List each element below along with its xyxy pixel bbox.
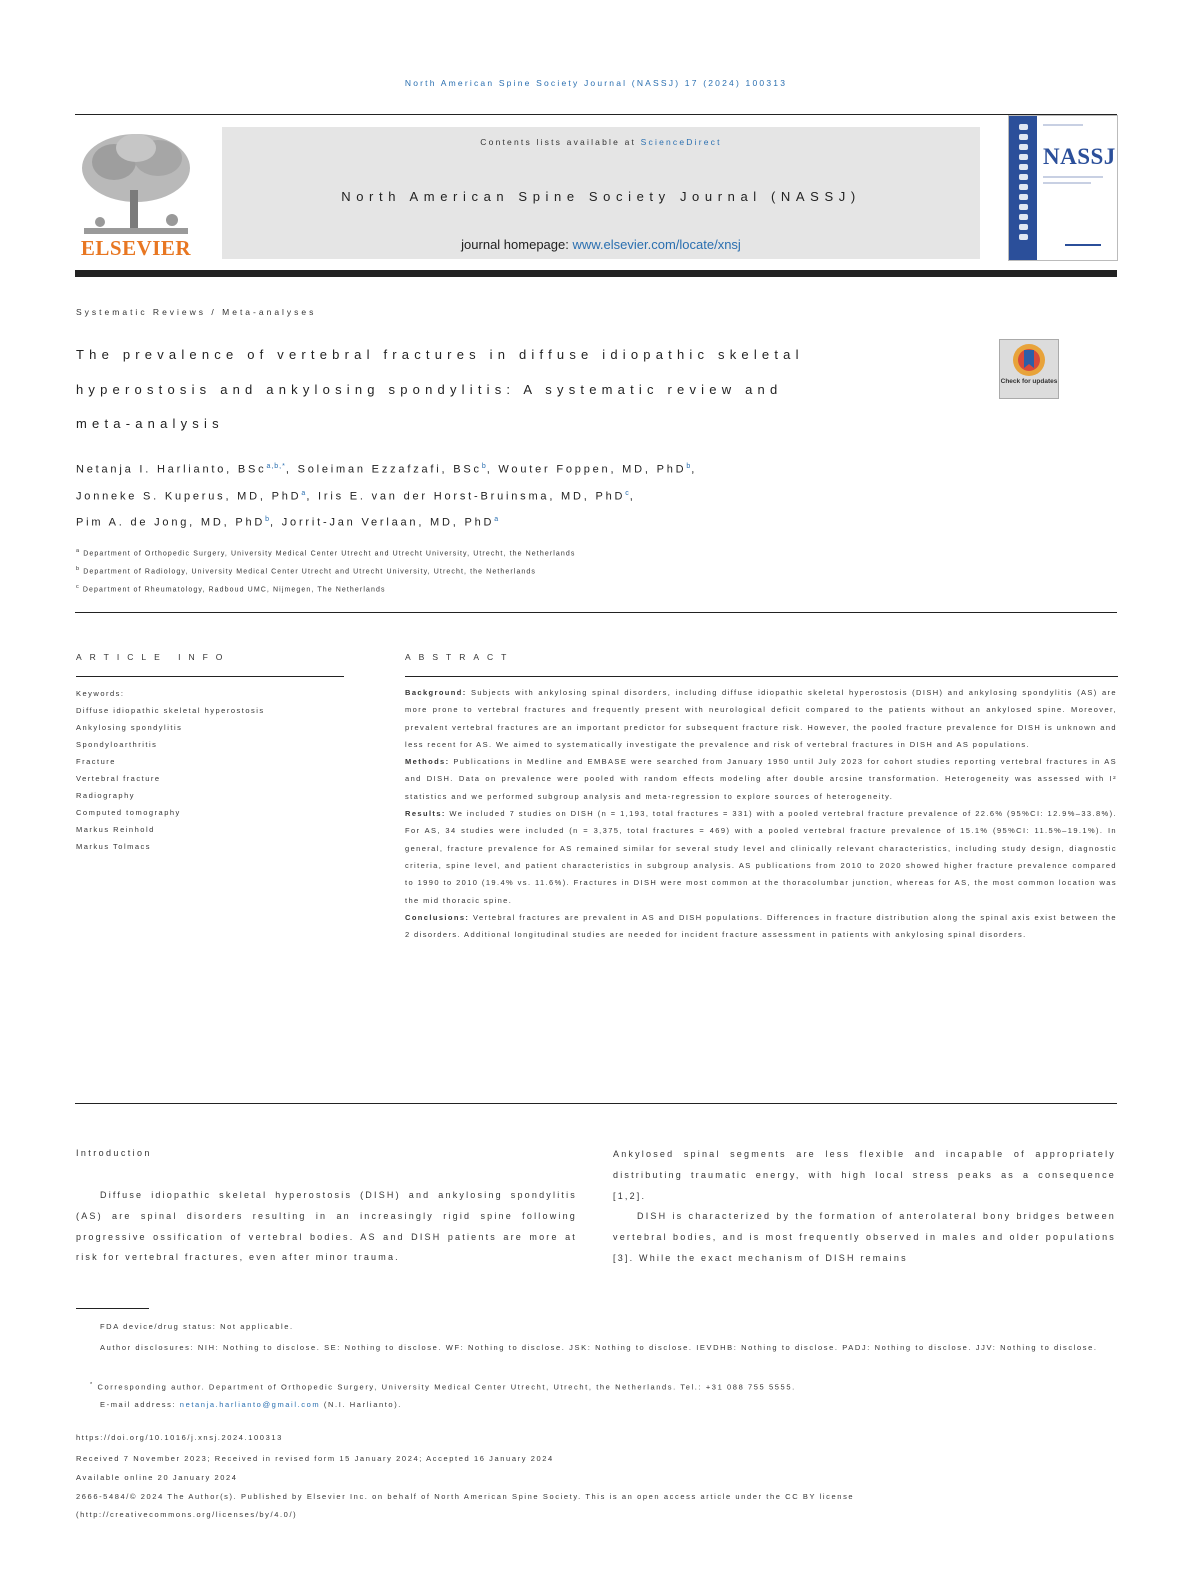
email-suffix: (N.I. Harlianto).	[320, 1400, 402, 1409]
keyword: Vertebral fracture	[76, 774, 161, 783]
author-line	[76, 516, 499, 529]
author-affiliation-marker[interactable]: c	[625, 490, 630, 497]
affiliation-marker: b	[76, 566, 81, 572]
keyword: Ankylosing spondylitis	[76, 723, 183, 732]
abstract-rule	[405, 676, 1118, 677]
author-name: , Soleiman Ezzafzafi, BSc	[285, 463, 482, 476]
elsevier-logo	[76, 128, 196, 260]
footnote-email	[76, 1396, 1118, 1414]
affiliation	[76, 584, 386, 593]
abstract-background-text: Subjects with ankylosing spinal disorders, including diffuse idiopathic skeletal hyperostosis (DISH) and ankylosing spondylitis (AS) are more prone to vertebral fractures and frequently present with neurological deficit compared to the patients without an ankylosed spine. Moreover, prevalent vertebral fractures are an important predictor for subsequent fracture risk. However, the pooled fracture prevalence for DISH is unknown and less recent for AS. We aimed to systematically investigate the prevalence and risk of vertebral fractures in DISH and AS populations.	[405, 688, 1118, 749]
author-affiliation-marker[interactable]: a	[301, 490, 307, 497]
license-link[interactable]: (http://creativecommons.org/licenses/by/4.0/)	[76, 1510, 298, 1519]
affiliation	[76, 566, 536, 575]
abstract-conclusions-label: Conclusions:	[405, 912, 470, 922]
author-name: , Jorrit-Jan Verlaan, MD, PhD	[270, 516, 495, 529]
footnote-rule	[76, 1308, 149, 1309]
contents-prefix: Contents lists available at	[480, 137, 641, 147]
keyword: Computed tomography	[76, 808, 181, 817]
abstract-background-label: Background:	[405, 688, 467, 697]
body-paragraph: Ankylosed spinal segments are less flexible and incapable of appropriately distributing traumatic energy, with high local stress peaks as a consequence [1,2].	[613, 1149, 1116, 1201]
author-affiliation-marker[interactable]: b	[481, 463, 487, 470]
author-name: , Iris E. van der Horst-Bruinsma, MD, PhD	[306, 490, 626, 503]
journal-citation[interactable]: North American Spine Society Journal (NASSJ) 17 (2024) 100313	[404, 78, 788, 88]
email-label: E-mail address:	[100, 1400, 180, 1409]
article-section-label: Systematic Reviews / Meta-analyses	[76, 307, 317, 317]
author-affiliation-marker[interactable]: b	[686, 463, 692, 470]
check-for-updates-label: Check for updates	[1000, 378, 1058, 385]
sciencedirect-link[interactable]: ScienceDirect	[640, 137, 722, 147]
homepage-link[interactable]: www.elsevier.com/locate/xnsj	[572, 237, 741, 252]
keyword: Markus Tolmacs	[76, 842, 152, 851]
abstract-body	[405, 684, 1117, 943]
spine-icon	[1009, 116, 1037, 260]
affiliation-marker: a	[76, 548, 81, 554]
author-affiliation-marker[interactable]: a,b,*	[266, 463, 286, 470]
abstract-background	[405, 684, 1117, 753]
author-affiliation-marker[interactable]: a	[494, 516, 500, 523]
body-paragraph: DISH is characterized by the formation of anterolateral bony bridges between vertebral bodies, and is most frequently observed in males and older populations [3]. While the exact mechanism of DISH remains	[613, 1211, 1116, 1263]
article-title-line: hyperostosis and ankylosing spondylitis: A systematic review and	[76, 382, 783, 397]
affiliations-rule	[75, 612, 1117, 613]
doi-link[interactable]: https://doi.org/10.1016/j.xnsj.2024.100313	[76, 1433, 283, 1442]
abstract-conclusions	[405, 909, 1117, 944]
contents-availability	[222, 137, 980, 147]
abstract-end-rule	[75, 1103, 1117, 1104]
cover-line	[1043, 124, 1083, 126]
abstract-methods-label: Methods:	[405, 757, 450, 767]
journal-cover[interactable]	[1008, 115, 1118, 261]
cover-footer-mark	[1065, 244, 1101, 246]
cover-title: NASSJ	[1043, 144, 1116, 169]
article-title-line: meta-analysis	[76, 416, 224, 431]
abstract-methods-text: Publications in Medline and EMBASE were searched from January 1950 until July 2023 for cohort studies reporting vertebral fractures in AS and DISH. Data on prevalence were pooled with random effects modeling after double arcsine transformation. Heterogeneity was assessed with I² statistics and we performed subgroup analysis and meta-regression to explore sources of heterogeneity.	[405, 757, 1117, 801]
keyword: Fracture	[76, 757, 116, 766]
affiliation-text: Department of Rheumatology, Radboud UMC, Nijmegen, The Netherlands	[82, 586, 386, 594]
introduction-paragraph: Diffuse idiopathic skeletal hyperostosis (DISH) and ankylosing spondylitis (AS) are spinal disorders resulting in an increasingly rigid spine following progressive ossification of vertebral bodies. AS and DISH patients are more at risk for vertebral fractures, even after minor trauma.	[76, 1190, 577, 1263]
author-affiliation-marker[interactable]: b	[265, 516, 271, 523]
author-name: Pim A. de Jong, MD, PhD	[76, 516, 266, 529]
abstract-methods	[405, 753, 1117, 805]
keywords-label: Keywords:	[76, 689, 125, 698]
homepage-prefix: journal homepage:	[461, 237, 573, 252]
affiliation-text: Department of Radiology, University Medical Center Utrecht and Utrecht University, Utrecht, the Netherlands	[83, 568, 537, 576]
article-title-line: The prevalence of vertebral fractures in diffuse idiopathic skeletal	[76, 347, 804, 362]
affiliation-text: Department of Orthopedic Surgery, University Medical Center Utrecht and Utrecht University, Utrecht, the Netherlands	[83, 550, 576, 558]
author-separator: ,	[691, 463, 698, 476]
keyword: Radiography	[76, 791, 136, 800]
author-line	[76, 463, 697, 476]
journal-banner	[222, 127, 980, 259]
article-info-heading: ARTICLE INFO	[76, 652, 231, 662]
abstract-conclusions-text: Vertebral fractures are prevalent in AS and DISH populations. Differences in fracture distribution along the spinal axis exist between the 2 disorders. Additional longitudinal studies are needed for incident fracture assessment in patients with ankylosing spinal disorders.	[405, 912, 1118, 940]
keyword: Spondyloarthritis	[76, 740, 158, 749]
author-name: , Wouter Foppen, MD, PhD	[486, 463, 687, 476]
footnote-disclosures: Author disclosures: NIH: Nothing to disclose. SE: Nothing to disclose. WF: Nothing to disclose. JSK: Nothing to disclose. IEVDHB: Nothing to disclose. PADJ: Nothing to disclose. JJV: Nothing to disclose.	[100, 1343, 1098, 1352]
license-statement: 2666-5484/© 2024 The Author(s). Published by Elsevier Inc. on behalf of North American Spine Society. This is an open access article under the CC BY license	[76, 1492, 855, 1501]
corresponding-marker: *	[90, 1382, 94, 1388]
elsevier-tree-icon	[76, 128, 196, 236]
journal-title: North American Spine Society Journal (NASSJ)	[341, 189, 861, 204]
cover-strip	[1009, 116, 1037, 260]
footnote-corresponding	[76, 1376, 1118, 1397]
author-name: Jonneke S. Kuperus, MD, PhD	[76, 490, 302, 503]
abstract-results	[405, 805, 1117, 909]
journal-homepage	[222, 237, 980, 252]
author-separator: ,	[629, 490, 636, 503]
introduction-heading: Introduction	[76, 1148, 152, 1158]
article-info-rule	[76, 676, 344, 677]
article-history: Received 7 November 2023; Received in revised form 15 January 2024; Accepted 16 January 2024	[76, 1454, 554, 1463]
elsevier-wordmark: ELSEVIER	[80, 236, 192, 260]
author-line	[76, 490, 636, 503]
email-link[interactable]: netanja.harlianto@gmail.com	[179, 1400, 321, 1409]
abstract-results-text: We included 7 studies on DISH (n = 1,193, total fractures = 331) with a pooled vertebral fracture prevalence of 22.6% (95%CI: 12.9%–33.8%). For AS, 34 studies were included (n = 3,375, total fractures = 469) with a pooled vertebral fracture prevalence of 15.1% (95%CI: 11.5%–19.1%). In general, fracture prevalence for AS remained similar for several study level and clinically relevant characteristics, including study design, diagnostic criteria, spine level, and patient characteristics in subgroup analysis. AS publications from 2010 to 2020 showed higher fracture prevalence compared to 1990 to 2010 (19.4% vs. 11.6%). Fractures in DISH were most common at the thoracolumbar junction, whereas for AS, the most common location was the mid thoracic spine.	[405, 809, 1117, 905]
header-top-rule	[75, 114, 1117, 115]
affiliation	[76, 548, 575, 557]
keyword: Markus Reinhold	[76, 825, 155, 834]
header-thick-rule	[75, 270, 1117, 277]
keyword: Diffuse idiopathic skeletal hyperostosis	[76, 706, 265, 715]
abstract-results-label: Results:	[405, 809, 446, 819]
bookmark-icon	[1000, 340, 1058, 382]
footnote-fda: FDA device/drug status: Not applicable.	[100, 1322, 294, 1331]
author-name: Netanja I. Harlianto, BSc	[76, 463, 267, 476]
affiliation-marker: c	[76, 584, 80, 590]
available-online: Available online 20 January 2024	[76, 1473, 238, 1482]
cover-line	[1043, 182, 1091, 184]
cover-line	[1043, 176, 1103, 178]
abstract-heading: ABSTRACT	[405, 652, 515, 662]
check-for-updates-badge[interactable]	[999, 339, 1059, 399]
corresponding-text: Corresponding author. Department of Orthopedic Surgery, University Medical Center Utrecht, Utrecht, the Netherlands. Tel.: +31 088 755 5555.	[97, 1382, 796, 1392]
